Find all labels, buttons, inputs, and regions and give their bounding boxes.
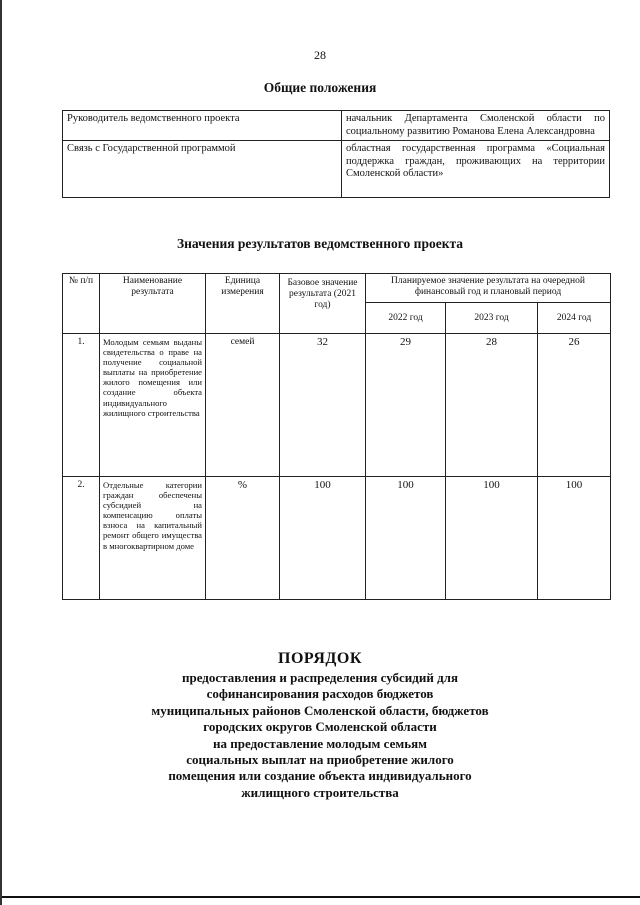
column-header-2024: 2024 год: [538, 303, 611, 334]
order-line: социальных выплат на приобретение жилого: [186, 752, 454, 768]
table-row: [63, 334, 611, 477]
result-base-value: 100: [280, 477, 366, 600]
project-head-value: начальник Департамента Смоленской области по социальному развитию Романова Елена Александровна: [342, 111, 610, 141]
order-line: помещения или создание объекта индивидуального: [168, 768, 472, 784]
page-number: 28: [314, 48, 326, 62]
column-header-name: Наименование результата: [100, 274, 206, 334]
order-line: муниципальных районов Смоленской области, бюджетов: [151, 702, 489, 718]
result-2023-value: 28: [446, 334, 538, 477]
result-2022-value: 100: [366, 477, 446, 600]
row-num: 1.: [63, 334, 100, 477]
result-base-value: 32: [280, 334, 366, 477]
column-header-2023: 2023 год: [446, 303, 538, 334]
results-heading: Значения результатов ведомственного проекта: [176, 236, 464, 251]
general-provisions-table: [62, 110, 610, 198]
program-link-label: Связь с Государственной программой: [63, 141, 342, 198]
row-num: 2.: [63, 477, 100, 600]
table-header-row: [63, 274, 611, 303]
table-row: [63, 141, 610, 198]
order-title: ПОРЯДОК: [278, 650, 362, 667]
column-header-planned: Планируемое значение результата на очередной финансовый год и плановый период: [366, 274, 611, 303]
scan-edge-line: [0, 896, 640, 898]
result-unit: %: [206, 477, 280, 600]
result-2022-value: 29: [366, 334, 446, 477]
result-name: Отдельные категории граждан обеспечены субсидией на компенсацию оплаты взноса на капитальный ремонт общего имущества в многоквартирном доме: [100, 477, 206, 600]
column-header-2022: 2022 год: [366, 303, 446, 334]
table-row: [63, 111, 610, 141]
table-row: [63, 477, 611, 600]
general-provisions-heading: Общие положения: [263, 80, 377, 95]
result-unit: семей: [206, 334, 280, 477]
order-line: жилищного строительства: [241, 784, 399, 800]
project-head-label: Руководитель ведомственного проекта: [63, 111, 342, 141]
order-line: софинансирования расходов бюджетов: [206, 686, 434, 702]
result-2024-value: 100: [538, 477, 611, 600]
result-name: Молодым семьям выданы свидетельства о праве на получение социальной выплаты на приобретение жилого помещения или создание объекта индивидуального жилищного строительства: [100, 334, 206, 477]
scan-edge-line: [0, 0, 2, 905]
column-header-base: Базовое значение результата (2021 год): [280, 274, 366, 334]
order-line: городских округов Смоленской области: [203, 719, 437, 735]
result-2024-value: 26: [538, 334, 611, 477]
program-link-value: областная государственная программа «Социальная поддержка граждан, проживающих на территории Смоленской области»: [342, 141, 610, 198]
order-subtitle: [0, 670, 640, 801]
result-2023-value: 100: [446, 477, 538, 600]
order-line: предоставления и распределения субсидий для: [181, 670, 458, 685]
column-header-unit: Единица измерения: [206, 274, 280, 334]
column-header-num: № п/п: [63, 274, 100, 334]
results-table: [62, 273, 611, 600]
order-line: на предоставление молодым семьям: [213, 735, 427, 751]
